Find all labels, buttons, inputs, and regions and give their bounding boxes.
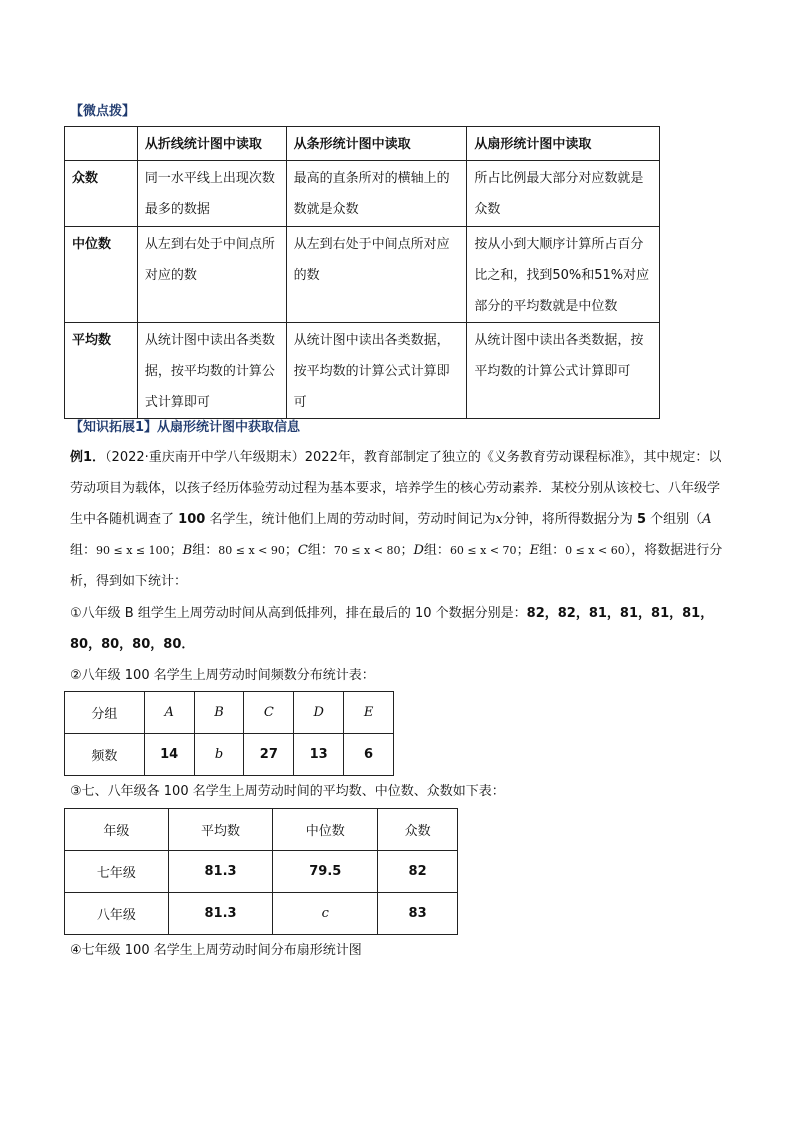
table-row (65, 851, 458, 893)
group-suffix: 组： (70, 543, 97, 558)
item1-paragraph (70, 598, 730, 660)
group-sep: ； (169, 543, 183, 558)
tip-heading: 【微点拨】 (70, 104, 136, 119)
tip-row-mean (65, 323, 660, 419)
table-row (65, 893, 458, 935)
tip-cell: 从统计图中读出各类数据，按平均数的计算公式计算即可 (467, 323, 660, 419)
mode-cell: 83 (378, 893, 458, 935)
group-range: 0 ≤ x < 60 (565, 544, 625, 557)
item3-text: ③七、八年级各 100 名学生上周劳动时间的平均数、中位数、众数如下表： (70, 784, 505, 799)
tip-header-cell (65, 127, 138, 161)
mean-cell: 81.3 (168, 851, 273, 893)
group-sep: ； (400, 543, 414, 558)
frequency-value: 13 (294, 734, 344, 776)
group-sep: ） (624, 543, 632, 558)
group-name: D (413, 543, 424, 558)
tip-cell: 从左到右处于中间点所对应的数 (286, 227, 467, 323)
example-text-2: 名学生，统计他们上周的劳动时间，劳动时间记为 (209, 512, 496, 527)
group-suffix: 组： (307, 543, 334, 558)
item2-text: ②八年级 100 名学生上周劳动时间频数分布统计表： (70, 668, 375, 683)
median-cell: c (273, 893, 378, 935)
group-suffix: 组： (192, 543, 219, 558)
frequency-header-cell: 分组 (65, 692, 145, 734)
frequency-row-label: 频数 (65, 734, 145, 776)
group-c (298, 543, 414, 558)
group-range: 70 ≤ x < 80 (333, 544, 401, 557)
tip-cell: 同一水平线上出现次数最多的数据 (137, 161, 286, 227)
variable-x: x (495, 512, 503, 527)
group-range: 80 ≤ x < 90 (218, 544, 285, 557)
tip-row-label: 众数 (65, 161, 138, 227)
example-label: 例1． (70, 450, 106, 465)
grade-cell: 八年级 (65, 893, 169, 935)
statistics-header-cell: 平均数 (168, 809, 273, 851)
frequency-value: 14 (144, 734, 194, 776)
group-sep: ； (284, 543, 298, 558)
statistics-header-cell: 众数 (378, 809, 458, 851)
group-suffix: 组： (539, 543, 566, 558)
group-name: A (702, 512, 712, 527)
frequency-header-cell: D (294, 692, 344, 734)
tip-header-cell: 从折线统计图中读取 (137, 127, 286, 161)
tip-cell: 从统计图中读出各类数据，按平均数的计算公式计算即可 (286, 323, 467, 419)
frequency-header-cell: C (244, 692, 294, 734)
tip-row-label: 平均数 (65, 323, 138, 419)
group-e (530, 543, 632, 558)
statistics-table (64, 808, 458, 935)
frequency-header-row (65, 692, 394, 734)
tip-row-median (65, 227, 660, 323)
tip-cell: 按从小到大顺序计算所占百分比之和，找到50%和51%对应部分的平均数就是中位数 (467, 227, 660, 323)
item1-data-line2: 80，80，80，80． (70, 637, 195, 652)
example-text-4: 个组别（ (650, 512, 703, 527)
example-text-1: 2022年，教育部制定了独立的《义务教育劳动课程标准》，其中规定：以劳动项目为载体，以孩子经历体验劳动过程为基本要求，培养学生的核心劳动素养．某校分别从该校七、八年级学生中各随机调查了 (70, 450, 722, 527)
frequency-value: 6 (344, 734, 394, 776)
grade-cell: 七年级 (65, 851, 169, 893)
group-name: B (182, 543, 193, 558)
item4-text: ④七年级 100 名学生上周劳动时间分布扇形统计图 (70, 943, 362, 958)
mode-cell: 82 (378, 851, 458, 893)
frequency-value-row (65, 734, 394, 776)
frequency-header-cell: B (194, 692, 244, 734)
tip-cell: 从统计图中读出各类数据，按平均数的计算公式计算即可 (137, 323, 286, 419)
tip-cell: 所占比例最大部分对应数就是众数 (467, 161, 660, 227)
tip-cell: 最高的直条所对的横轴上的数就是众数 (286, 161, 467, 227)
item1-text: ①八年级 B 组学生上周劳动时间从高到低排列，排在最后的 10 个数据分别是： (70, 606, 527, 621)
group-b (183, 543, 298, 558)
statistics-header-cell: 年级 (65, 809, 169, 851)
mean-cell: 81.3 (168, 893, 273, 935)
example-text-3: 分钟，将所得数据分为 (502, 512, 633, 527)
frequency-value: 27 (244, 734, 294, 776)
median-cell: 79.5 (273, 851, 378, 893)
extension-title: 【知识拓展1】从扇形统计图中获取信息 (70, 420, 301, 435)
sample-size: 100 (178, 512, 206, 527)
tip-header-cell: 从条形统计图中读取 (286, 127, 467, 161)
group-name: C (297, 543, 308, 558)
item1-data-line1: 82，82，81，81，81，81， (526, 606, 714, 621)
tip-table (64, 126, 660, 419)
tip-row-label: 中位数 (65, 227, 138, 323)
frequency-value: b (194, 734, 244, 776)
group-name: E (529, 543, 540, 558)
example-text-5: ，将数据进行分析，得到如下统计： (70, 543, 723, 589)
tip-header-row (65, 127, 660, 161)
tip-header-cell: 从扇形统计图中读取 (467, 127, 660, 161)
example-paragraph (70, 442, 726, 597)
statistics-header-cell: 中位数 (273, 809, 378, 851)
frequency-table (64, 691, 394, 776)
tip-row-mode (65, 161, 660, 227)
frequency-header-cell: E (344, 692, 394, 734)
tip-cell: 从左到右处于中间点所对应的数 (137, 227, 286, 323)
group-sep: ； (516, 543, 530, 558)
statistics-header-row (65, 809, 458, 851)
frequency-header-cell: A (144, 692, 194, 734)
example-source: （2022·重庆南开中学八年级期末） (105, 450, 305, 465)
group-range: 60 ≤ x < 70 (449, 544, 517, 557)
group-suffix: 组： (423, 543, 450, 558)
group-range: 90 ≤ x ≤ 100 (96, 544, 170, 557)
group-count: 5 (636, 512, 646, 527)
group-d (413, 543, 529, 558)
